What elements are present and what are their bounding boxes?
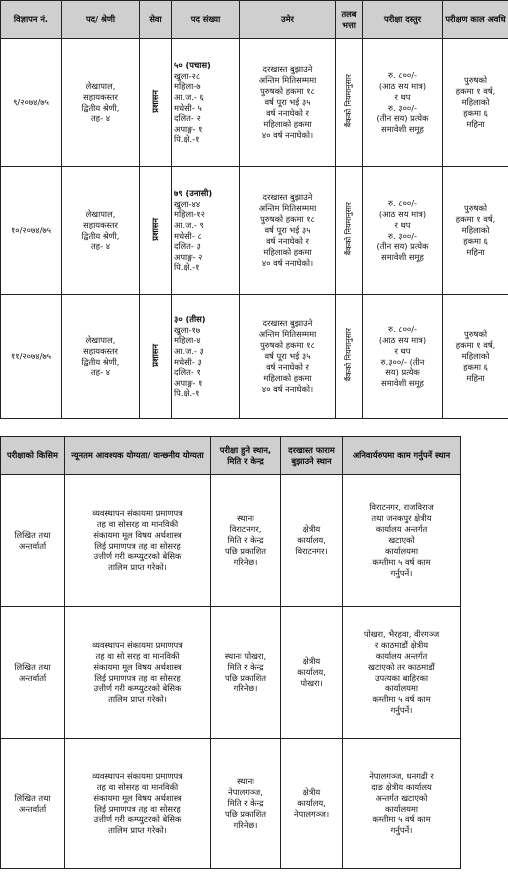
header-exam-type: परीक्षाको किसिम bbox=[1, 437, 65, 475]
exam-row bbox=[1, 475, 461, 607]
posts-disabled: अपाङ्ग- १ bbox=[174, 123, 203, 134]
vacancy-row bbox=[1, 39, 508, 167]
posts-dalit: दलित- २ bbox=[174, 113, 201, 124]
header-service: सेवा bbox=[140, 1, 172, 39]
exam-fee: रु. ८००/- (आठ सय मात्र) र थप रु. ३००/- (तीन सय) प्रत्येक समावेशी समूह bbox=[363, 167, 443, 295]
adv-no: ९/२०७४/७५ bbox=[1, 39, 62, 167]
exam-fee: रु. ८००/- (आठ सय मात्र) र थप रु. ३००/- (तीन सय) प्रत्येक समावेशी समूह bbox=[363, 39, 443, 167]
vacancy-header-row bbox=[1, 1, 508, 39]
probation-period: पुरुषको हकमा १ वर्ष, महिलाको हकमा ६ महिना bbox=[443, 39, 508, 167]
work-place: नेपालगञ्ज, धनगढी र दाङ क्षेत्रीय कार्यालय अन्तर्गत खटाएको कार्यालयमा कम्तीमा ५ वर्ष काम गर्नुपर्ने। bbox=[343, 739, 461, 869]
qualification: व्यवस्थापन संकायमा प्रमाणपत्र तह वा सो सरह वा मानविकी संकायमा मूल विषय अर्थशास्त्र लिई प्रमाणपत्र तह वा सोसरह उत्तीर्ण गरी कम्प्युटरको बेसिक तालिम प्राप्त गरेको। bbox=[65, 607, 211, 739]
posts-open: खुला-२८ bbox=[174, 70, 201, 81]
exam-place: स्थानः विराटनगर, मिति र केन्द्र पछि प्रकाशित गरिनेछ। bbox=[211, 475, 281, 607]
exam-header-row bbox=[1, 437, 461, 475]
adv-no: ११/२०७४/७५ bbox=[1, 295, 62, 419]
posts-janajati: आ.ज.- ३ bbox=[174, 345, 204, 356]
posts-open: खुला-४४ bbox=[174, 198, 201, 209]
post-level: लेखापाल, सहायकस्तर द्वितीय श्रेणी, तह- ४ bbox=[62, 295, 140, 419]
vacancy-row bbox=[1, 295, 508, 419]
service: प्रशासन bbox=[150, 89, 161, 113]
posts-janajati: आ.ज.- ९ bbox=[174, 219, 204, 230]
header-post: पद/ श्रेणी bbox=[62, 1, 140, 39]
posts-dalit: दलित- १ bbox=[174, 367, 201, 378]
submit-place: क्षेत्रीय कार्यालय, विराटनगर। bbox=[281, 475, 343, 607]
header-qualification: न्यूनतम आवश्यक योग्यता/ वान्छनीय योग्यता bbox=[65, 437, 211, 475]
posts-backward-region: पि.क्षे.-१ bbox=[174, 134, 200, 145]
exam-place: स्थानः नेपालगञ्ज, मिति र केन्द्र पछि प्रकाशित गरिनेछ। bbox=[211, 739, 281, 869]
posts-cell bbox=[172, 295, 240, 419]
header-salary: तलब भत्ता bbox=[336, 1, 363, 39]
posts-janajati: आ.ज.- ६ bbox=[174, 91, 204, 102]
posts-backward-region: पि.क्षे.-१ bbox=[174, 262, 200, 273]
salary: बैंकको नियमानुसार bbox=[343, 202, 353, 256]
header-probation: परीक्षण काल अवधि bbox=[443, 1, 508, 39]
vacancy-table bbox=[0, 0, 508, 419]
posts-women: महिला-४ bbox=[174, 335, 201, 346]
header-age: उमेर bbox=[240, 1, 336, 39]
age-limit: दरखास्त बुझाउने अन्तिम मितिसम्ममा पुरुषको हकमा १८ वर्ष पूरा भई ३५ वर्ष ननाघेको र महिलाको हकमा ४० वर्ष ननाघेको। bbox=[240, 39, 336, 167]
submit-place: क्षेत्रीय कार्यालय, नेपालगञ्ज। bbox=[281, 739, 343, 869]
exam-fee: रु. ८००/- (आठ सय मात्र) र थप रु.३००/- (तीन सय) प्रत्येक समावेशी समूह bbox=[363, 295, 443, 419]
service-cell bbox=[140, 39, 172, 167]
service: प्रशासन bbox=[150, 217, 161, 241]
posts-disabled: अपाङ्ग- २ bbox=[174, 251, 203, 262]
exam-row bbox=[1, 607, 461, 739]
salary-cell bbox=[336, 295, 363, 419]
service: प्रशासन bbox=[150, 343, 161, 367]
posts-open: खुला-१७ bbox=[174, 324, 201, 335]
posts-women: महिला-७ bbox=[174, 81, 201, 92]
age-limit: दरखास्त बुझाउने अन्तिम मितिसम्ममा पुरुषको हकमा १८ वर्ष पूरा भई ३५ वर्ष ननाघेको र महिलाको हकमा ४० वर्ष ननाघेको। bbox=[240, 167, 336, 295]
salary: बैंकको नियमानुसार bbox=[343, 74, 353, 128]
age-limit: दरखास्त बुझाउने अन्तिम मितिसम्ममा पुरुषको हकमा १८ वर्ष पूरा भई ३५ वर्ष ननाघेको र महिलाको हकमा ४० वर्ष ननाघेको। bbox=[240, 295, 336, 419]
salary: बैंकको नियमानुसार bbox=[343, 328, 353, 382]
probation-period: पुरुषको हकमा १ वर्ष, महिलाको हकमा ६ महिना bbox=[443, 295, 508, 419]
vacancy-row bbox=[1, 167, 508, 295]
service-cell bbox=[140, 167, 172, 295]
posts-cell bbox=[172, 39, 240, 167]
qualification: व्यवस्थापन संकायमा प्रमाणपत्र तह वा सोसरह वा मानविकी संकायमा मूल विषय अर्थशास्त्र लिई प्रमाणपत्र तह वा सोसरह उत्तीर्ण गरी कम्प्युटरको बेसिक तालिम प्राप्त गरेको। bbox=[65, 475, 211, 607]
adv-no: १०/२०७४/७५ bbox=[1, 167, 62, 295]
posts-total: ३० (तीस) bbox=[174, 314, 206, 325]
header-posts-count: पद संख्या bbox=[172, 1, 240, 39]
posts-madhesi: मधेसी- ५ bbox=[174, 102, 202, 113]
qualification: व्यवस्थापन संकायमा प्रमाणपत्र तह वा सोसरह वा मानविकी संकायमा मूल विषय अर्थशास्त्र लिई प्रमाणपत्र तह वा सोसरह उत्तीर्ण गरी कम्प्युटरको बेसिक तालिम प्राप्त गरेको। bbox=[65, 739, 211, 869]
service-cell bbox=[140, 295, 172, 419]
posts-cell bbox=[172, 167, 240, 295]
header-exam-place: परीक्षा हुने स्थान, मिति र केन्द्र bbox=[211, 437, 281, 475]
work-place: विराटनगर, राजविराज तथा जनकपुर क्षेत्रीय कार्यालय अन्तर्गत खटाएको कार्यालयमा कम्तीमा ५ वर्ष काम गर्नुपर्ने। bbox=[343, 475, 461, 607]
posts-madhesi: मधेसी- ३ bbox=[174, 356, 202, 367]
posts-total: ७९ (उनासी) bbox=[174, 188, 213, 199]
posts-backward-region: पि.क्षे.-१ bbox=[174, 388, 200, 399]
exam-type: लिखित तथा अन्तर्वार्ता bbox=[1, 607, 65, 739]
header-submit-place: दरखास्त फाराम बुझाउने स्थान bbox=[281, 437, 343, 475]
salary-cell bbox=[336, 39, 363, 167]
posts-dalit: दलित- ३ bbox=[174, 241, 201, 252]
header-work-place: अनिवार्यरुपमा काम गर्नुपर्ने स्थान bbox=[343, 437, 461, 475]
salary-cell bbox=[336, 167, 363, 295]
post-level: लेखापाल, सहायकस्तर द्वितीय श्रेणी, तह- ४ bbox=[62, 167, 140, 295]
header-exam-fee: परीक्षा दस्तुर bbox=[363, 1, 443, 39]
posts-women: महिला-१२ bbox=[174, 209, 205, 220]
exam-row bbox=[1, 739, 461, 869]
post-level: लेखापाल, सहायकस्तर द्वितीय श्रेणी, तह- ४ bbox=[62, 39, 140, 167]
exam-details-table bbox=[0, 436, 461, 869]
posts-madhesi: मधेसी- ८ bbox=[174, 230, 202, 241]
header-adv-no: विज्ञापन नं. bbox=[1, 1, 62, 39]
exam-place: स्थानः पोखरा, मिति र केन्द्र पछि प्रकाशित गरिनेछ। bbox=[211, 607, 281, 739]
work-place: पोखरा, भैरहवा, वीरगञ्ज र काठमाडौं क्षेत्रीय कार्यालय अन्तर्गत खटाएको तर काठमाडौं उपत्यका बाहिरका कार्यालयमा कम्तीमा ५ वर्ष काम गर्नुपर्ने। bbox=[343, 607, 461, 739]
submit-place: क्षेत्रीय कार्यालय, पोखरा। bbox=[281, 607, 343, 739]
exam-type: लिखित तथा अन्तर्वार्ता bbox=[1, 739, 65, 869]
posts-total: ५० (पचास) bbox=[174, 60, 211, 71]
exam-type: लिखित तथा अन्तर्वार्ता bbox=[1, 475, 65, 607]
posts-disabled: अपाङ्ग- १ bbox=[174, 377, 203, 388]
probation-period: पुरुषको हकमा १ वर्ष, महिलाको हकमा ६ महिना bbox=[443, 167, 508, 295]
